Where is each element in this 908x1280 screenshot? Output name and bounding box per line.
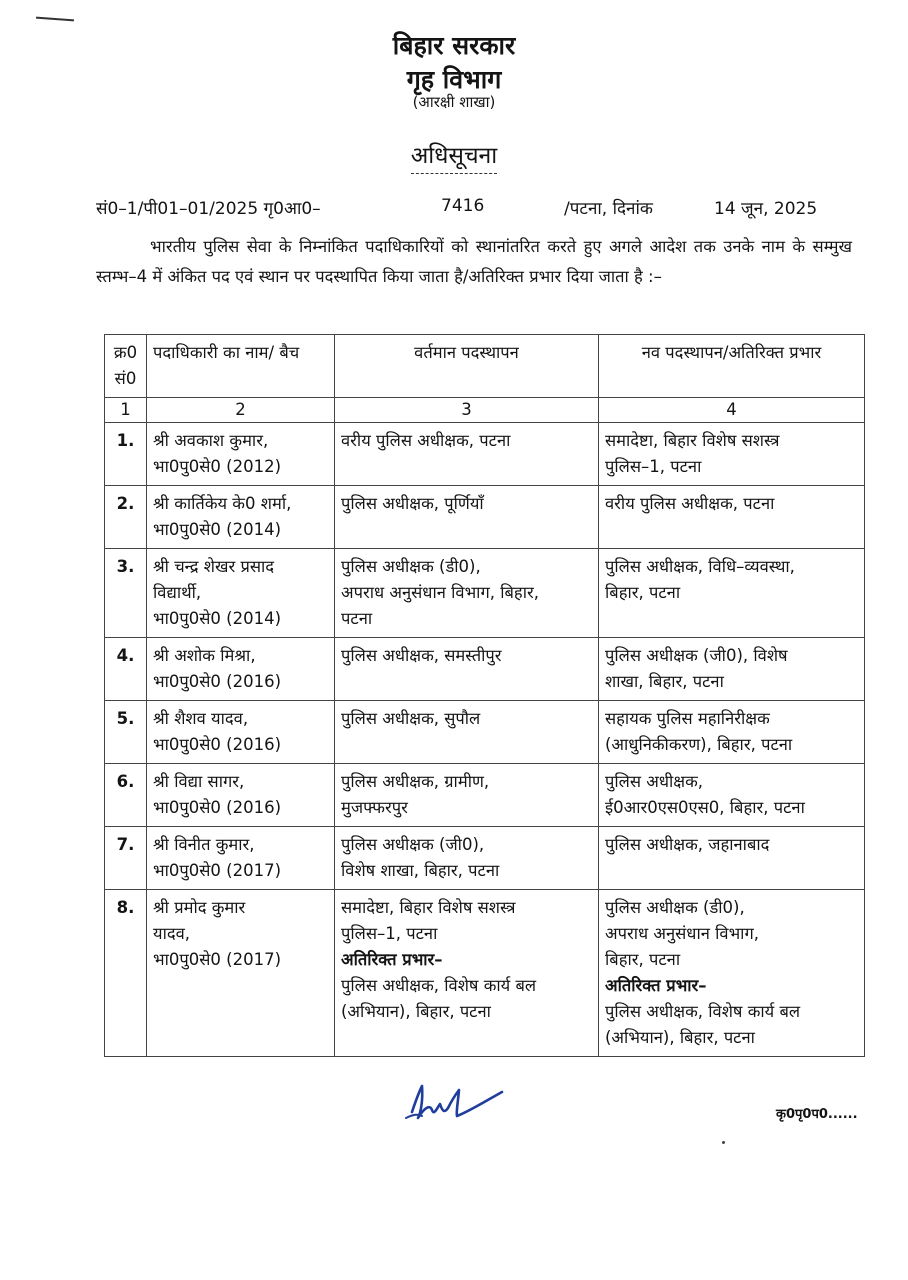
- officer-name: [147, 423, 335, 486]
- serial-number: 7.: [105, 827, 147, 890]
- officer-name: [147, 890, 335, 1057]
- department-name: गृह विभाग: [406, 65, 502, 94]
- new-posting: [599, 486, 865, 549]
- new-posting: [599, 764, 865, 827]
- new-posting-line: बिहार, पटना: [605, 950, 681, 969]
- officer-name: [147, 701, 335, 764]
- officer-name: [147, 827, 335, 890]
- current-posting: [335, 423, 599, 486]
- notice-title-text: अधिसूचना: [411, 143, 498, 174]
- serial-number: 6.: [105, 764, 147, 827]
- serial-number: 1.: [105, 423, 147, 486]
- table-row: [105, 486, 865, 549]
- intro-paragraph: [96, 232, 852, 292]
- officer-batch: भा0पु0से0 (2012): [153, 457, 282, 476]
- new-posting: [599, 638, 865, 701]
- current-posting: [335, 486, 599, 549]
- header-serial: क्र0 सं0: [105, 335, 147, 398]
- serial-number: 8.: [105, 890, 147, 1057]
- new-posting: [599, 549, 865, 638]
- new-posting-line: पुलिस अधीक्षक, जहानाबाद: [605, 835, 770, 854]
- officer-name: [147, 764, 335, 827]
- column-number: 3: [335, 398, 599, 423]
- new-posting-line: पुलिस अधीक्षक (जी0), विशेष: [605, 646, 788, 665]
- table-row: [105, 701, 865, 764]
- current-posting-line: पटना: [341, 609, 373, 628]
- header-current-posting: वर्तमान पदस्थापन: [335, 335, 599, 398]
- current-posting: [335, 549, 599, 638]
- new-posting: [599, 701, 865, 764]
- ink-dot: [722, 1141, 725, 1144]
- additional-charge-line: (अभियान), बिहार, पटना: [605, 1028, 755, 1047]
- current-posting-line: पुलिस अधीक्षक (जी0),: [341, 835, 485, 854]
- current-posting: [335, 827, 599, 890]
- table-row: [105, 764, 865, 827]
- new-posting-line: समादेष्टा, बिहार विशेष सशस्त्र: [605, 431, 780, 450]
- officer-batch: भा0पु0से0 (2014): [153, 520, 282, 539]
- current-posting-line: पुलिस अधीक्षक, सुपौल: [341, 709, 481, 728]
- officer-batch: भा0पु0से0 (2016): [153, 735, 282, 754]
- new-posting-line: ई0आर0एस0एस0, बिहार, पटना: [605, 798, 805, 817]
- column-number-row: [105, 398, 865, 423]
- serial-number: 2.: [105, 486, 147, 549]
- additional-charge-label: अतिरिक्त प्रभार–: [341, 950, 443, 969]
- column-number: 4: [599, 398, 865, 423]
- signature-stroke: [412, 1086, 502, 1118]
- new-posting-line: (आधुनिकीकरण), बिहार, पटना: [605, 735, 793, 754]
- new-posting-line: पुलिस अधीक्षक,: [605, 772, 704, 791]
- new-posting-line: अपराध अनुसंधान विभाग,: [605, 924, 759, 943]
- intro-text: भारतीय पुलिस सेवा के निम्नांकित पदाधिकारियों को स्थानांतरित करते हुए अगले आदेश तक उनके नाम के सम्मुख स्तम्भ–4 में अंकित पद एवं स्थान पर पदस्थापित किया जाता है/अतिरिक्त प्रभार दिया जाता है :–: [96, 237, 852, 286]
- officer-name-line: श्री अशोक मिश्रा,: [153, 646, 256, 665]
- officer-name-line: श्री विनीत कुमार,: [153, 835, 255, 854]
- current-posting-line: वरीय पुलिस अधीक्षक, पटना: [341, 431, 511, 450]
- current-posting-line: अपराध अनुसंधान विभाग, बिहार,: [341, 583, 539, 602]
- new-posting-line: पुलिस अधीक्षक, विधि–व्यवस्था,: [605, 557, 795, 576]
- officer-batch: भा0पु0से0 (2016): [153, 798, 282, 817]
- officer-name-line: विद्यार्थी,: [153, 583, 202, 602]
- officer-name: [147, 638, 335, 701]
- reference-line: [96, 196, 836, 224]
- column-number: 2: [147, 398, 335, 423]
- corner-mark: [36, 17, 74, 22]
- officer-batch: भा0पु0से0 (2014): [153, 609, 282, 628]
- officer-name-line: श्री अवकाश कुमार,: [153, 431, 269, 450]
- new-posting-line: सहायक पुलिस महानिरीक्षक: [605, 709, 770, 728]
- serial-number: 3.: [105, 549, 147, 638]
- additional-charge-line: पुलिस अधीक्षक, विशेष कार्य बल: [605, 1002, 801, 1021]
- officer-name: [147, 486, 335, 549]
- new-posting-line: शाखा, बिहार, पटना: [605, 672, 724, 691]
- officer-name-line: श्री चन्द्र शेखर प्रसाद: [153, 557, 275, 576]
- additional-charge-line: (अभियान), बिहार, पटना: [341, 1002, 491, 1021]
- new-posting-line: बिहार, पटना: [605, 583, 681, 602]
- column-number: 1: [105, 398, 147, 423]
- new-posting: [599, 423, 865, 486]
- current-posting-line: पुलिस अधीक्षक, पूर्णियाँ: [341, 494, 484, 513]
- posting-table: [104, 334, 865, 1057]
- additional-charge-line: पुलिस अधीक्षक, विशेष कार्य बल: [341, 976, 537, 995]
- officer-name-line: श्री शैशव यादव,: [153, 709, 249, 728]
- reference-number-prefix: सं0–1/पी01–01/2025 गृ0आ0–: [96, 199, 321, 219]
- table-row: [105, 890, 865, 1057]
- current-posting-line: पुलिस अधीक्षक (डी0),: [341, 557, 481, 576]
- current-posting-line: पुलिस–1, पटना: [341, 924, 438, 943]
- notice-title: [0, 138, 908, 170]
- officer-name-line: श्री प्रमोद कुमार: [153, 898, 246, 917]
- officer-name-line: श्री विद्या सागर,: [153, 772, 245, 791]
- current-posting-line: समादेष्टा, बिहार विशेष सशस्त्र: [341, 898, 516, 917]
- signature-mark: [404, 1078, 516, 1128]
- header-new-posting: नव पदस्थापन/अतिरिक्त प्रभार: [599, 335, 865, 398]
- table-row: [105, 638, 865, 701]
- serial-number: 5.: [105, 701, 147, 764]
- officer-batch: भा0पु0से0 (2016): [153, 672, 282, 691]
- continuation-note: कृ0पृ0प0......: [776, 1107, 858, 1122]
- table-row: [105, 423, 865, 486]
- branch-name: (आरक्षी शाखा): [412, 93, 496, 111]
- current-posting-line: मुजफ्फरपुर: [341, 798, 408, 817]
- reference-place: /पटना, दिनांक: [564, 199, 653, 219]
- table-header-row: [105, 335, 865, 398]
- new-posting-line: पुलिस अधीक्षक (डी0),: [605, 898, 745, 917]
- current-posting-line: विशेष शाखा, बिहार, पटना: [341, 861, 500, 880]
- government-name: बिहार सरकार: [392, 31, 516, 60]
- new-posting-line: पुलिस–1, पटना: [605, 457, 702, 476]
- current-posting: [335, 764, 599, 827]
- current-posting: [335, 890, 599, 1057]
- additional-charge-label: अतिरिक्त प्रभार–: [605, 976, 707, 995]
- new-posting: [599, 827, 865, 890]
- current-posting-line: पुलिस अधीक्षक, ग्रामीण,: [341, 772, 490, 791]
- officer-name-line: यादव,: [153, 924, 191, 943]
- officer-batch: भा0पु0से0 (2017): [153, 861, 282, 880]
- officer-batch: भा0पु0से0 (2017): [153, 950, 282, 969]
- new-posting: [599, 890, 865, 1057]
- table-row: [105, 827, 865, 890]
- new-posting-line: वरीय पुलिस अधीक्षक, पटना: [605, 494, 775, 513]
- serial-number: 4.: [105, 638, 147, 701]
- current-posting: [335, 638, 599, 701]
- current-posting-line: पुलिस अधीक्षक, समस्तीपुर: [341, 646, 502, 665]
- reference-date: 14 जून, 2025: [714, 199, 818, 219]
- officer-name: [147, 549, 335, 638]
- current-posting: [335, 701, 599, 764]
- reference-number: 7416: [441, 196, 485, 216]
- table-row: [105, 549, 865, 638]
- officer-name-line: श्री कार्तिकेय के0 शर्मा,: [153, 494, 292, 513]
- header-officer-name: पदाधिकारी का नाम/ बैच: [147, 335, 335, 398]
